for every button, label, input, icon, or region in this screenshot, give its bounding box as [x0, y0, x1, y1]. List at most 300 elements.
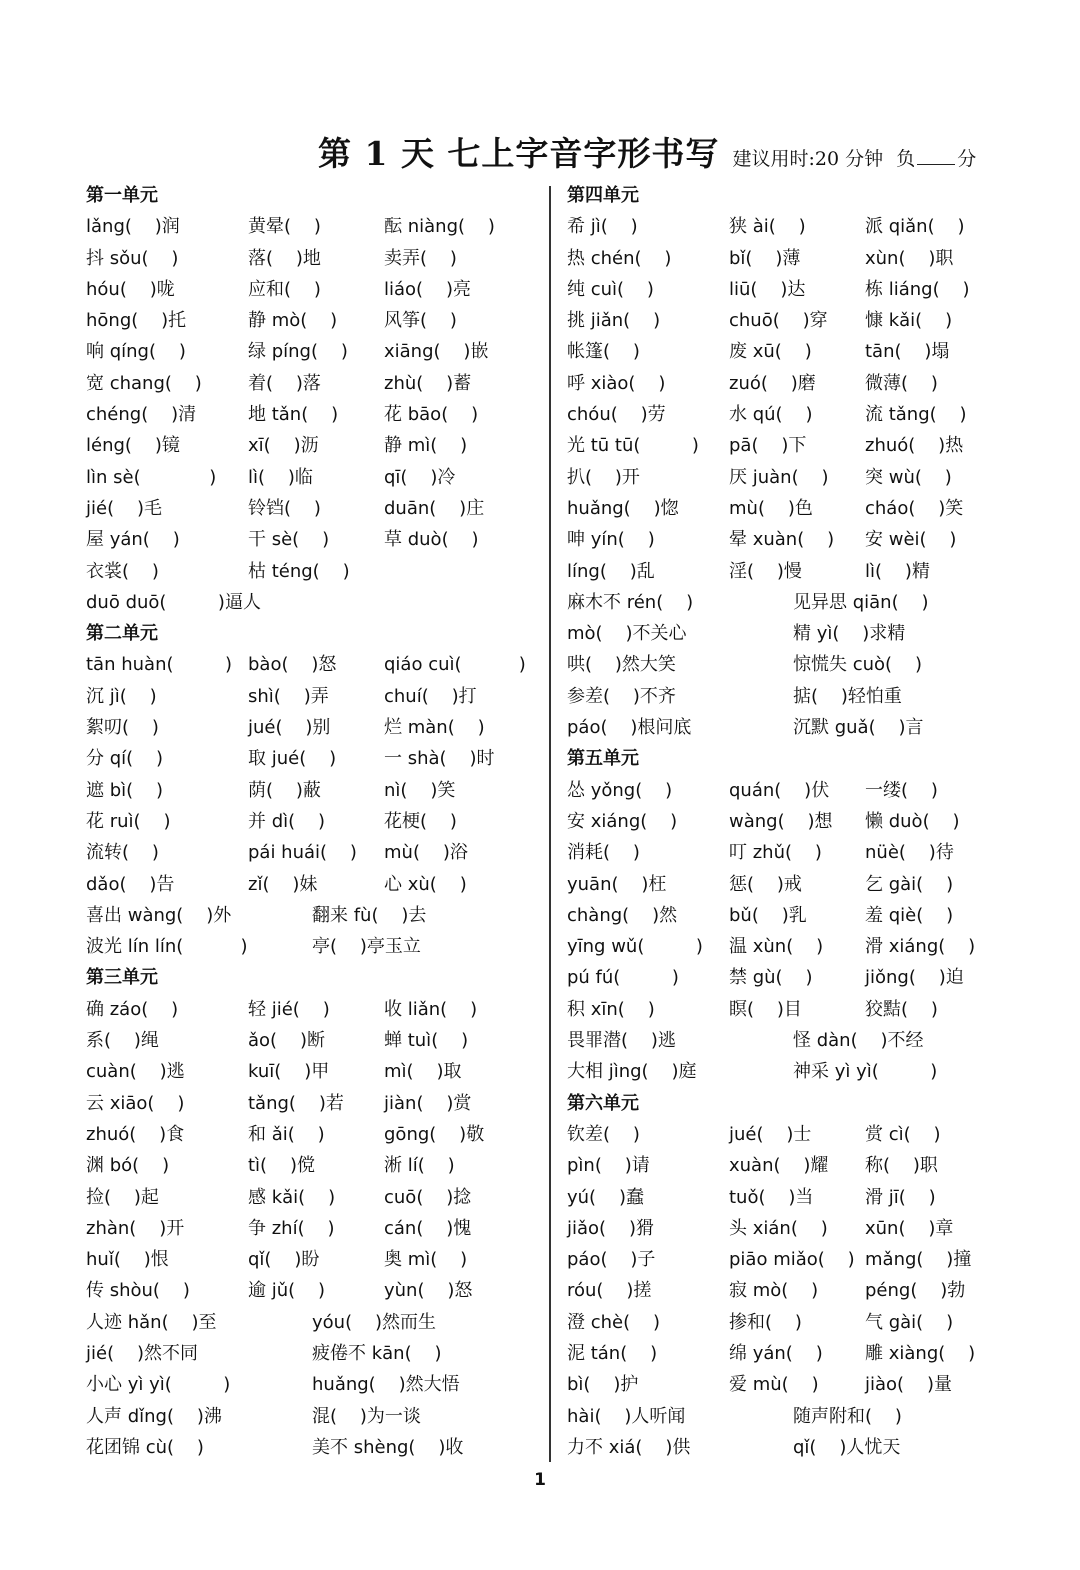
exercise-item[interactable]: 混( )为一谈 [312, 1405, 421, 1427]
exercise-item[interactable]: 一缕( ) [865, 779, 938, 801]
exercise-item[interactable]: 突 wù( ) [865, 466, 952, 488]
exercise-item[interactable]: 风筝( ) [384, 310, 457, 332]
exercise-row [567, 430, 1017, 461]
exercise-row [86, 900, 536, 931]
exercise-item[interactable]: 感 kǎi( ) [248, 1186, 336, 1208]
exercise-item[interactable]: 花 bāo( ) [384, 404, 479, 426]
exercise-item[interactable]: 澄 chè( ) [567, 1311, 661, 1333]
exercise-item[interactable]: tì( )傥 [248, 1155, 315, 1177]
exercise-item[interactable]: 气 gài( ) [865, 1311, 954, 1333]
exercise-item[interactable]: 渊 bó( ) [86, 1155, 170, 1177]
exercise-item[interactable]: liū( )达 [729, 278, 806, 300]
exercise-item[interactable]: chóu( )劳 [567, 404, 666, 426]
exercise-item[interactable]: 流 tǎng( ) [865, 404, 967, 426]
exercise-item[interactable]: 疲倦不 kān( ) [312, 1342, 442, 1364]
exercise-item[interactable]: qī( )冷 [384, 466, 456, 488]
exercise-item[interactable]: 烂 màn( ) [384, 717, 485, 739]
exercise-row [567, 1150, 1017, 1181]
exercise-row [567, 462, 1017, 493]
exercise-item[interactable]: 安 wèi( ) [865, 529, 957, 551]
exercise-item[interactable]: 流转( ) [86, 842, 159, 864]
exercise-row [86, 837, 536, 868]
exercise-row [86, 1244, 536, 1275]
column-divider [549, 186, 551, 1462]
exercise-item[interactable]: qiáo cuì( ) [384, 654, 526, 676]
exercise-item[interactable]: 称( )职 [865, 1155, 938, 1177]
exercise-item[interactable]: 酝 niàng( ) [384, 216, 495, 238]
exercise-item[interactable]: 捡( )起 [86, 1186, 159, 1208]
exercise-item[interactable]: shì( )弄 [248, 685, 329, 707]
exercise-item[interactable]: xiāng( )嵌 [384, 341, 489, 363]
exercise-row [567, 775, 1017, 806]
exercise-item[interactable]: 瞑( )目 [729, 998, 802, 1020]
exercise-item[interactable]: róu( )搓 [567, 1280, 652, 1302]
exercise-row [567, 243, 1017, 274]
exercise-row [567, 994, 1017, 1025]
exercise-row [86, 869, 536, 900]
exercise-item[interactable]: jiào( )量 [865, 1374, 952, 1396]
exercise-row [86, 1119, 536, 1150]
left-column [86, 180, 536, 1463]
exercise-item[interactable]: chéng( )清 [86, 404, 197, 426]
exercise-item[interactable]: 见异思 qiān( ) [793, 591, 929, 613]
exercise-item[interactable]: yú( )蠢 [567, 1186, 644, 1208]
exercise-item[interactable]: lìn sè( ) [86, 466, 217, 488]
exercise-item[interactable]: 枯 téng( ) [248, 560, 350, 582]
exercise-item[interactable]: 微薄( ) [865, 372, 938, 394]
exercise-item[interactable]: 钦差( ) [567, 1123, 640, 1145]
exercise-row [567, 1307, 1017, 1338]
exercise-item[interactable]: yùn( )怒 [384, 1280, 473, 1302]
exercise-item[interactable]: 寂 mò( ) [729, 1280, 819, 1302]
exercise-item[interactable]: 慷 kǎi( ) [865, 310, 953, 332]
suggested-time: 建议用时:20 分钟 [732, 148, 884, 170]
page-title: 第 1 天 七上字音字形书写 [318, 134, 720, 173]
exercise-item[interactable]: 地 tǎn( ) [248, 404, 339, 426]
exercise-item[interactable]: 栋 liáng( ) [865, 278, 970, 300]
exercise-item[interactable]: páo( )子 [567, 1249, 656, 1271]
exercise-item[interactable]: 淅 lí( ) [384, 1155, 455, 1177]
exercise-item[interactable]: 絮叨( ) [86, 717, 159, 739]
exercise-item[interactable]: 狡黠( ) [865, 998, 938, 1020]
exercise-item[interactable]: hōng( )托 [86, 310, 187, 332]
exercise-item[interactable]: 懒 duò( ) [865, 810, 960, 832]
exercise-item[interactable]: 爱 mù( ) [729, 1374, 819, 1396]
exercise-row [86, 1401, 536, 1432]
exercise-item[interactable]: bì( )护 [567, 1374, 639, 1396]
exercise-item[interactable]: 喜出 wàng( )外 [86, 904, 232, 926]
exercise-item[interactable]: mò( )不关心 [567, 623, 687, 645]
exercise-row [86, 1182, 536, 1213]
exercise-item[interactable]: lǎng( )润 [86, 216, 180, 238]
exercise-item[interactable]: páo( )根问底 [567, 717, 692, 739]
exercise-item[interactable]: 哄( )然大笑 [567, 654, 676, 676]
exercise-item[interactable]: chàng( )然 [567, 904, 678, 926]
exercise-item[interactable]: 淫( )慢 [729, 560, 802, 582]
exercise-item[interactable]: jiàn( )赏 [384, 1092, 472, 1114]
exercise-item[interactable]: 系( )绳 [86, 1030, 159, 1052]
exercise-item[interactable]: 人迹 hǎn( )至 [86, 1311, 217, 1333]
exercise-item[interactable]: 宽 chang( ) [86, 372, 202, 394]
exercise-item[interactable]: 分 qí( ) [86, 748, 164, 770]
exercise-item[interactable]: 逾 jǔ( ) [248, 1280, 326, 1302]
exercise-item[interactable]: piāo miǎo( ) [729, 1249, 855, 1271]
exercise-row [86, 305, 536, 336]
exercise-item[interactable]: mǎng( )撞 [865, 1249, 972, 1271]
exercise-item[interactable]: 掺和( ) [729, 1311, 802, 1333]
exercise-item[interactable]: qǐ( )盼 [248, 1249, 320, 1271]
exercise-item[interactable]: 落( )地 [248, 247, 321, 269]
exercise-row [567, 1275, 1017, 1306]
exercise-item[interactable]: zhàn( )开 [86, 1217, 185, 1239]
exercise-row [86, 430, 536, 461]
section-heading: 第一单元 [86, 185, 158, 206]
exercise-item[interactable]: 亭( )亭玉立 [312, 936, 421, 958]
exercise-item[interactable]: 废 xū( ) [729, 341, 812, 363]
exercise-item[interactable]: huǎng( )然大悟 [312, 1374, 460, 1396]
exercise-item[interactable]: cuō( )捻 [384, 1186, 472, 1208]
exercise-item[interactable]: 沉默 guǎ( )言 [793, 717, 924, 739]
exercise-item[interactable]: 怂 yǒng( ) [567, 779, 673, 801]
exercise-item[interactable]: zhuó( )热 [865, 435, 964, 457]
exercise-item[interactable]: 奥 mì( ) [384, 1249, 468, 1271]
exercise-row [86, 493, 536, 524]
exercise-item[interactable]: 收 liǎn( ) [384, 998, 478, 1020]
exercise-item[interactable]: jué( )别 [248, 717, 331, 739]
exercise-row [86, 1307, 536, 1338]
exercise-row [567, 524, 1017, 555]
exercise-item[interactable]: 和 ǎi( ) [248, 1123, 325, 1145]
exercise-row [567, 837, 1017, 868]
exercise-item[interactable]: 纯 cuì( ) [567, 278, 654, 300]
exercise-item[interactable]: 屋 yán( ) [86, 529, 180, 551]
exercise-row [86, 336, 536, 367]
exercise-item[interactable]: 干 sè( ) [248, 529, 330, 551]
exercise-item[interactable]: bǔ( )乳 [729, 904, 807, 926]
exercise-item[interactable]: 帐篷( ) [567, 341, 640, 363]
exercise-item[interactable]: 水 qú( ) [729, 404, 813, 426]
exercise-item[interactable]: qǐ( )人忧天 [793, 1436, 901, 1458]
exercise-item[interactable]: cuàn( )逃 [86, 1061, 185, 1083]
exercise-item[interactable]: 消耗( ) [567, 842, 640, 864]
exercise-row [567, 1432, 1017, 1463]
exercise-item[interactable]: 小心 yì yì( ) [86, 1374, 231, 1396]
exercise-item[interactable]: huǎng( )惚 [567, 497, 679, 519]
exercise-item[interactable]: 抖 sǒu( ) [86, 247, 179, 269]
exercise-item[interactable]: cán( )愧 [384, 1217, 472, 1239]
exercise-row [86, 399, 536, 430]
exercise-row [567, 1056, 1017, 1087]
exercise-item[interactable]: 派 qiǎn( ) [865, 216, 965, 238]
exercise-item[interactable]: 光 tū tū( ) [567, 435, 699, 457]
exercise-item[interactable]: 积 xīn( ) [567, 998, 655, 1020]
exercise-row [86, 1432, 536, 1463]
exercise-row [567, 274, 1017, 305]
exercise-item[interactable]: 沉 jì( ) [86, 685, 157, 707]
exercise-item[interactable]: 禁 gù( ) [729, 967, 813, 989]
exercise-item[interactable]: 扒( )开 [567, 466, 640, 488]
exercise-row [567, 556, 1017, 587]
exercise-item[interactable]: 轻 jié( ) [248, 998, 330, 1020]
exercise-item[interactable]: lì( )临 [248, 466, 313, 488]
exercise-item[interactable]: chuí( )打 [384, 685, 477, 707]
exercise-row [86, 368, 536, 399]
exercise-item[interactable]: 大相 jìng( )庭 [567, 1061, 697, 1083]
exercise-item[interactable]: 花团锦 cù( ) [86, 1436, 204, 1458]
exercise-item[interactable]: 泥 tán( ) [567, 1342, 658, 1364]
exercise-item[interactable]: 滑 xiáng( ) [865, 936, 976, 958]
exercise-row [86, 681, 536, 712]
exercise-row [567, 1338, 1017, 1369]
exercise-item[interactable]: 荫( )蔽 [248, 779, 321, 801]
exercise-item[interactable]: yóu( )然而生 [312, 1311, 437, 1333]
exercise-row [86, 1056, 536, 1087]
exercise-item[interactable]: péng( )勃 [865, 1280, 966, 1302]
exercise-item[interactable]: léng( )镜 [86, 435, 180, 457]
exercise-item[interactable]: mù( )浴 [384, 842, 468, 864]
exercise-item[interactable]: 雕 xiàng( ) [865, 1342, 976, 1364]
exercise-row [86, 743, 536, 774]
score-prefix: 负 [896, 148, 916, 170]
exercise-item[interactable]: 希 jì( ) [567, 216, 638, 238]
exercise-item[interactable]: tuǒ( )当 [729, 1186, 814, 1208]
exercise-item[interactable]: mù( )色 [729, 497, 813, 519]
exercise-row [567, 1369, 1017, 1400]
page-number: 1 [534, 1470, 546, 1490]
exercise-item[interactable]: duō duō( )逼人 [86, 591, 261, 613]
exercise-item[interactable]: 麻木不 rén( ) [567, 591, 694, 613]
exercise-row [86, 649, 536, 680]
exercise-item[interactable]: 力不 xiá( )供 [567, 1436, 691, 1458]
exercise-item[interactable]: 畏罪潜( )逃 [567, 1030, 676, 1052]
exercise-item[interactable]: 并 dì( ) [248, 810, 326, 832]
exercise-row [567, 1213, 1017, 1244]
exercise-item[interactable]: tān( )塌 [865, 341, 950, 363]
exercise-item[interactable]: cháo( )笑 [865, 497, 964, 519]
exercise-row [567, 399, 1017, 430]
exercise-item[interactable]: 争 zhí( ) [248, 1217, 335, 1239]
exercise-item[interactable]: jué( )士 [729, 1123, 812, 1145]
exercise-item[interactable]: 卖弄( ) [384, 247, 457, 269]
exercise-row [86, 274, 536, 305]
section-heading: 第二单元 [86, 623, 158, 645]
exercise-item[interactable]: 云 xiāo( ) [86, 1092, 185, 1114]
exercise-item[interactable]: 衣裳( ) [86, 560, 159, 582]
section-heading: 第五单元 [567, 748, 639, 770]
exercise-row [86, 1150, 536, 1181]
exercise-item[interactable]: 惊慌失 cuò( ) [793, 654, 922, 676]
exercise-item[interactable]: 静 mò( ) [248, 310, 338, 332]
exercise-item[interactable]: 头 xián( ) [729, 1217, 828, 1239]
exercise-row [86, 1213, 536, 1244]
exercise-item[interactable]: quán( )伏 [729, 779, 830, 801]
exercise-item[interactable]: 神采 yì yì( ) [793, 1061, 938, 1083]
exercise-item[interactable]: 掂( )轻怕重 [793, 685, 902, 707]
exercise-item[interactable]: yīng wǔ( ) [567, 936, 703, 958]
exercise-item[interactable]: 叮 zhǔ( ) [729, 842, 822, 864]
exercise-item[interactable]: yuān( )枉 [567, 873, 667, 895]
exercise-row [567, 649, 1017, 680]
exercise-item[interactable]: dǎo( )告 [86, 873, 175, 895]
exercise-item[interactable]: 绵 yán( ) [729, 1342, 823, 1364]
score-field [896, 148, 976, 170]
exercise-row [86, 1275, 536, 1306]
exercise-row [86, 806, 536, 837]
exercise-item[interactable]: 怪 dàn( )不经 [793, 1030, 924, 1052]
exercise-item[interactable]: chuō( )穿 [729, 310, 828, 332]
exercise-item[interactable]: 挑 jiǎn( ) [567, 310, 661, 332]
exercise-row [567, 962, 1017, 993]
exercise-item[interactable]: nì( )笑 [384, 779, 456, 801]
exercise-item[interactable]: tān huàn( ) [86, 654, 233, 676]
exercise-item[interactable]: kuī( )甲 [248, 1061, 330, 1083]
exercise-item[interactable]: 呻 yín( ) [567, 529, 655, 551]
exercise-item[interactable]: xī( )沥 [248, 435, 319, 457]
exercise-item[interactable]: xùn( )职 [865, 247, 954, 269]
exercise-item[interactable]: zǐ( )妹 [248, 873, 318, 895]
exercise-row [567, 900, 1017, 931]
exercise-item[interactable]: 静 mì( ) [384, 435, 468, 457]
right-column [567, 180, 1017, 1463]
exercise-item[interactable]: zuó( )磨 [729, 372, 816, 394]
exercise-item[interactable]: duān( )庄 [384, 497, 485, 519]
exercise-item[interactable]: pā( )下 [729, 435, 807, 457]
exercise-row [86, 1025, 536, 1056]
exercise-item[interactable]: xūn( )章 [865, 1217, 954, 1239]
exercise-item[interactable]: 安 xiáng( ) [567, 810, 678, 832]
exercise-item[interactable]: jiǎo( )猾 [567, 1217, 654, 1239]
exercise-item[interactable]: 心 xù( ) [384, 873, 467, 895]
exercise-item[interactable]: 热 chén( ) [567, 247, 672, 269]
exercise-item[interactable]: 精 yì( )求精 [793, 623, 906, 645]
exercise-item[interactable]: 参差( )不齐 [567, 685, 676, 707]
exercise-item[interactable]: gōng( )敬 [384, 1123, 485, 1145]
exercise-row [86, 211, 536, 242]
exercise-item[interactable]: 美不 shèng( )收 [312, 1436, 464, 1458]
exercise-item[interactable]: liáo( )亮 [384, 278, 471, 300]
exercise-item[interactable]: hài( )人听闻 [567, 1405, 686, 1427]
exercise-row [86, 524, 536, 555]
exercise-item[interactable]: ǎo( )断 [248, 1030, 325, 1052]
exercise-row [567, 931, 1017, 962]
exercise-item[interactable]: 随声附和( ) [793, 1405, 902, 1427]
exercise-item[interactable]: 翻来 fù( )去 [312, 904, 427, 926]
exercise-item[interactable]: 一 shà( )时 [384, 748, 495, 770]
score-suffix: 分 [957, 148, 977, 170]
exercise-row [567, 493, 1017, 524]
exercise-item[interactable]: tǎng( )若 [248, 1092, 344, 1114]
exercise-item[interactable]: 确 záo( ) [86, 998, 179, 1020]
exercise-row [86, 243, 536, 274]
exercise-row [86, 556, 536, 587]
section-heading: 第四单元 [567, 185, 639, 206]
exercise-item[interactable]: 羞 qiè( ) [865, 904, 954, 926]
exercise-row [86, 712, 536, 743]
exercise-item[interactable]: pìn( )请 [567, 1155, 650, 1177]
exercise-item[interactable]: jié( )毛 [86, 497, 163, 519]
exercise-item[interactable]: 响 qíng( ) [86, 341, 186, 363]
exercise-item[interactable]: 蝉 tuì( ) [384, 1030, 469, 1052]
exercise-item[interactable]: xuàn( )耀 [729, 1155, 829, 1177]
exercise-item[interactable]: 花 ruì( ) [86, 810, 171, 832]
exercise-row [567, 1119, 1017, 1150]
exercise-item[interactable]: 人声 dǐng( )沸 [86, 1405, 222, 1427]
exercise-item[interactable]: 遮 bì( ) [86, 779, 164, 801]
exercise-item[interactable]: bào( )怒 [248, 654, 337, 676]
exercise-item[interactable]: lì( )精 [865, 560, 930, 582]
exercise-row [86, 931, 536, 962]
exercise-row [567, 618, 1017, 649]
exercise-item[interactable]: 波光 lín lín( ) [86, 936, 248, 958]
exercise-item[interactable]: 滑 jī( ) [865, 1186, 936, 1208]
exercise-row [86, 1338, 536, 1369]
exercise-item[interactable]: pú fú( ) [567, 967, 679, 989]
exercise-row [86, 1088, 536, 1119]
section-heading: 第六单元 [567, 1092, 639, 1114]
exercise-item[interactable]: huǐ( )恨 [86, 1249, 169, 1271]
exercise-item[interactable]: jiǒng( )迫 [865, 967, 964, 989]
exercise-item[interactable]: wàng( )想 [729, 810, 833, 832]
exercise-item[interactable]: mì( )取 [384, 1061, 462, 1083]
exercise-item[interactable]: líng( )乱 [567, 560, 655, 582]
exercise-item[interactable]: 传 shòu( ) [86, 1280, 190, 1302]
exercise-row [86, 462, 536, 493]
section-heading: 第三单元 [86, 967, 158, 989]
exercise-row [567, 211, 1017, 242]
exercise-item[interactable]: 温 xùn( ) [729, 936, 824, 958]
exercise-item[interactable]: 草 duò( ) [384, 529, 479, 551]
exercise-item[interactable]: 绿 píng( ) [248, 341, 348, 363]
exercise-row [567, 336, 1017, 367]
exercise-item[interactable]: 乞 gài( ) [865, 873, 954, 895]
exercise-item[interactable]: pái huái( ) [248, 842, 357, 864]
exercise-item[interactable]: 晕 xuàn( ) [729, 529, 835, 551]
exercise-item[interactable]: 厌 juàn( ) [729, 466, 829, 488]
exercise-item[interactable]: zhù( )蓄 [384, 372, 472, 394]
exercise-item[interactable]: 应和( ) [248, 278, 321, 300]
exercise-row [86, 587, 536, 618]
exercise-item[interactable]: 花梗( ) [384, 810, 457, 832]
exercise-row [86, 994, 536, 1025]
exercise-row [86, 1369, 536, 1400]
exercise-item[interactable]: 赏 cì( ) [865, 1123, 941, 1145]
page-header [318, 128, 976, 175]
exercise-item[interactable]: 黄晕( ) [248, 216, 321, 238]
exercise-row [567, 368, 1017, 399]
exercise-item[interactable]: 惩( )戒 [729, 873, 802, 895]
exercise-row [567, 869, 1017, 900]
exercise-item[interactable]: 呼 xiào( ) [567, 372, 666, 394]
exercise-item[interactable]: hóu( )咙 [86, 278, 175, 300]
score-blank[interactable] [917, 164, 955, 165]
exercise-row [567, 1244, 1017, 1275]
exercise-item[interactable]: 铃铛( ) [248, 497, 321, 519]
exercise-row [86, 775, 536, 806]
exercise-row [567, 806, 1017, 837]
exercise-row [567, 587, 1017, 618]
exercise-item[interactable]: 着( )落 [248, 372, 321, 394]
exercise-row [567, 681, 1017, 712]
exercise-item[interactable]: jié( )然不同 [86, 1342, 199, 1364]
exercise-item[interactable]: 狭 ài( ) [729, 216, 806, 238]
exercise-item[interactable]: bǐ( )薄 [729, 247, 801, 269]
exercise-item[interactable]: nüè( )待 [865, 842, 954, 864]
exercise-row [567, 712, 1017, 743]
exercise-item[interactable]: 取 jué( ) [248, 748, 337, 770]
exercise-row [567, 1025, 1017, 1056]
exercise-row [567, 1182, 1017, 1213]
exercise-item[interactable]: zhuó( )食 [86, 1123, 185, 1145]
